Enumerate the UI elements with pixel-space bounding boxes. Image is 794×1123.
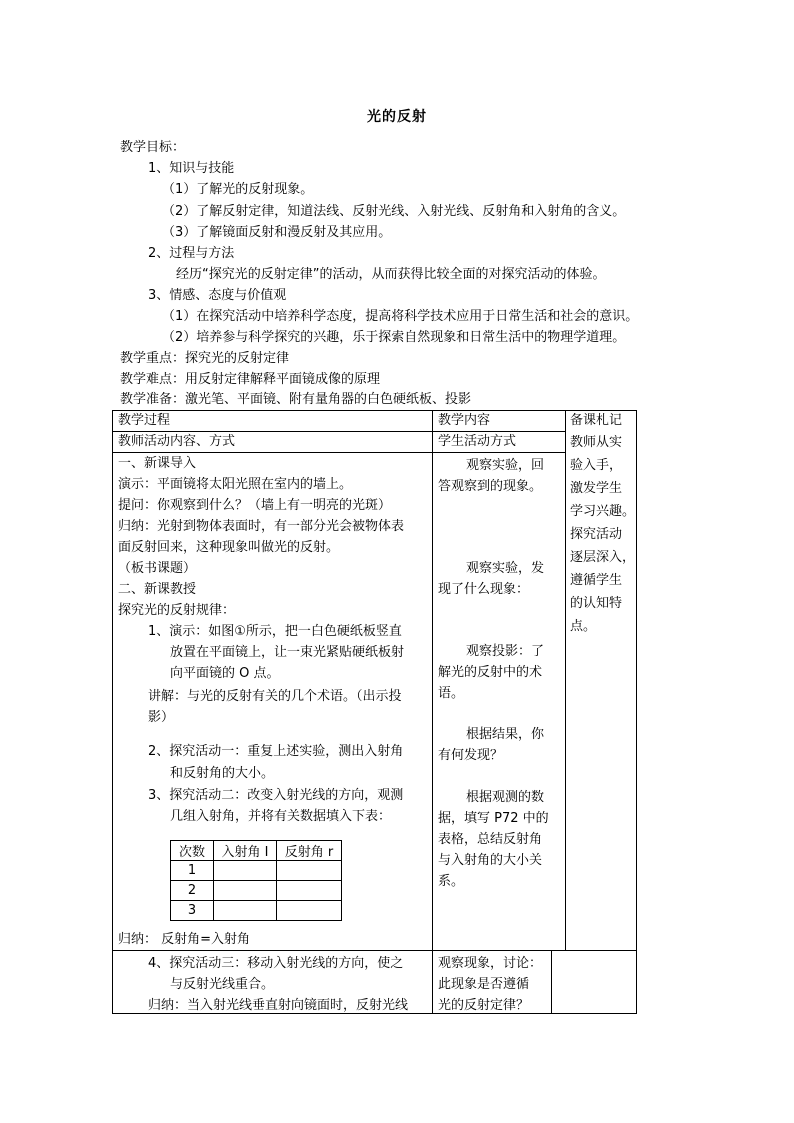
objective-3: 3、情感、态度与价值观	[148, 288, 287, 303]
table-border-col2a	[565, 410, 566, 951]
preparation: 教学准备：激光笔、平面镜、附有量角器的白色硬纸板、投影	[120, 392, 472, 407]
data-table-cell: 3	[171, 901, 214, 921]
objective-1: 1、知识与技能	[148, 161, 235, 176]
table-border-col1	[432, 410, 433, 1014]
student-line: 光的反射定律？	[438, 998, 530, 1013]
teacher-line: 与反射光线重合。	[170, 977, 275, 992]
header-content: 教学内容	[438, 413, 491, 428]
teacher-line: 归纳： 反射角=入射角	[118, 932, 251, 947]
notes-line: 学习兴趣。	[570, 504, 636, 519]
teacher-line: 探究光的反射规律：	[118, 603, 236, 618]
teacher-line: 4、探究活动三：移动入射光线的方向，使之	[148, 956, 404, 971]
objective-2: 2、过程与方法	[148, 246, 235, 261]
table-border-right	[636, 410, 637, 1014]
table-border-left	[112, 410, 113, 1014]
table-border-top	[112, 410, 637, 411]
student-line: 观察投影：了	[466, 644, 545, 659]
student-line: 解光的反射中的术	[438, 665, 543, 680]
objective-3-1: （1）在探究活动中培养科学态度，提高将科学技术应用于日常生活和社会的意识。	[162, 309, 639, 324]
student-line: 观察现象，讨论：	[438, 956, 543, 971]
subheader-teacher: 教师活动内容、方式	[118, 434, 236, 449]
student-line: 有何发现？	[438, 748, 504, 763]
notes-line: 教师从实	[570, 435, 623, 450]
objective-1-3: （3）了解镜面反射和漫反射及其应用。	[162, 225, 392, 240]
student-line: 现了什么现象：	[438, 582, 530, 597]
objectives-heading: 教学目标：	[120, 140, 186, 155]
notes-line: 激发学生	[570, 481, 623, 496]
data-table-cell	[277, 881, 342, 901]
data-table-cell	[277, 861, 342, 881]
teacher-line: 几组入射角，并将有关数据填入下表：	[170, 809, 392, 824]
student-line: 此现象是否遵循	[438, 977, 530, 992]
teacher-line: 1、演示：如图①所示，把一白色硬纸板竖直	[148, 624, 402, 639]
student-line: 表格，总结反射角	[438, 832, 543, 847]
teacher-line: 二、新课教授	[118, 582, 197, 597]
teacher-line: 归纳：光射到物体表面时，有一部分光会被物体表	[118, 519, 405, 534]
teacher-line: 演示：平面镜将太阳光照在室内的墙上。	[118, 477, 353, 492]
teacher-line: 和反射角的大小。	[170, 766, 275, 781]
student-line: 根据观测的数	[466, 790, 545, 805]
data-table-header: 次数	[171, 841, 214, 861]
data-table-cell: 1	[171, 861, 214, 881]
objective-1-2: （2）了解反射定律，知道法线、反射光线、入射光线、反射角和入射角的含义。	[162, 204, 626, 219]
teacher-line: 放置在平面镜上，让一束光紧贴硬纸板射	[170, 645, 405, 660]
data-table-header: 入射角 I	[214, 841, 277, 861]
data-table-cell: 2	[171, 881, 214, 901]
page-title: 光的反射	[367, 109, 427, 125]
teacher-line: 影）	[148, 710, 175, 725]
student-line: 根据结果，你	[466, 727, 545, 742]
student-line: 观察实验，发	[466, 561, 545, 576]
student-line: 系。	[438, 874, 465, 889]
teacher-line: 向平面镜的 O 点。	[170, 666, 280, 681]
header-notes: 备课札记	[570, 413, 623, 428]
teacher-line: （板书课题）	[118, 561, 197, 576]
data-table-header: 反射角 r	[277, 841, 342, 861]
data-table-cell	[277, 901, 342, 921]
teacher-line: 归纳：当入射光线垂直射向镜面时，反射光线	[148, 998, 409, 1013]
teacher-line: 2、探究活动一：重复上述实验，测出入射角	[148, 744, 404, 759]
objective-1-1: （1）了解光的反射现象。	[162, 182, 314, 197]
table-border-row3	[112, 950, 637, 951]
key-point: 教学重点：探究光的反射定律	[120, 351, 290, 366]
teacher-line: 讲解：与光的反射有关的几个术语。（出示投	[148, 689, 402, 704]
teacher-line: 提问：你观察到什么？（墙上有一明亮的光斑）	[118, 498, 392, 513]
header-process: 教学过程	[118, 413, 171, 428]
objective-2-1: 经历“探究光的反射定律”的活动，从而获得比较全面的对探究活动的体验。	[176, 267, 606, 282]
student-line: 答观察到的现象。	[438, 479, 543, 494]
notes-line: 遵循学生	[570, 573, 623, 588]
teacher-line: 3、探究活动二：改变入射光线的方向，观测	[148, 788, 404, 803]
notes-line: 探究活动	[570, 527, 623, 542]
notes-line: 验入手，	[570, 458, 623, 473]
teacher-line: 一、新课导入	[118, 456, 197, 471]
data-table-cell	[214, 861, 277, 881]
notes-line: 的认知特	[570, 596, 623, 611]
student-line: 观察实验，回	[466, 458, 545, 473]
difficulty: 教学难点：用反射定律解释平面镜成像的原理	[120, 372, 381, 387]
data-table-cell	[214, 901, 277, 921]
data-table	[170, 840, 342, 921]
notes-line: 点。	[570, 619, 597, 634]
data-table-cell	[214, 881, 277, 901]
objective-3-2: （2）培养参与科学探究的兴趣，乐于探索自然现象和日常生活中的物理学道理。	[162, 330, 626, 345]
teacher-line: 面反射回来，这种现象叫做光的反射。	[118, 540, 340, 555]
student-line: 与入射角的大小关	[438, 853, 543, 868]
notes-line: 逐层深入，	[570, 550, 636, 565]
student-line: 据，填写 P72 中的	[438, 811, 549, 826]
subheader-student: 学生活动方式	[438, 434, 517, 449]
table-border-col2b	[551, 950, 552, 1014]
student-line: 语。	[438, 686, 465, 701]
